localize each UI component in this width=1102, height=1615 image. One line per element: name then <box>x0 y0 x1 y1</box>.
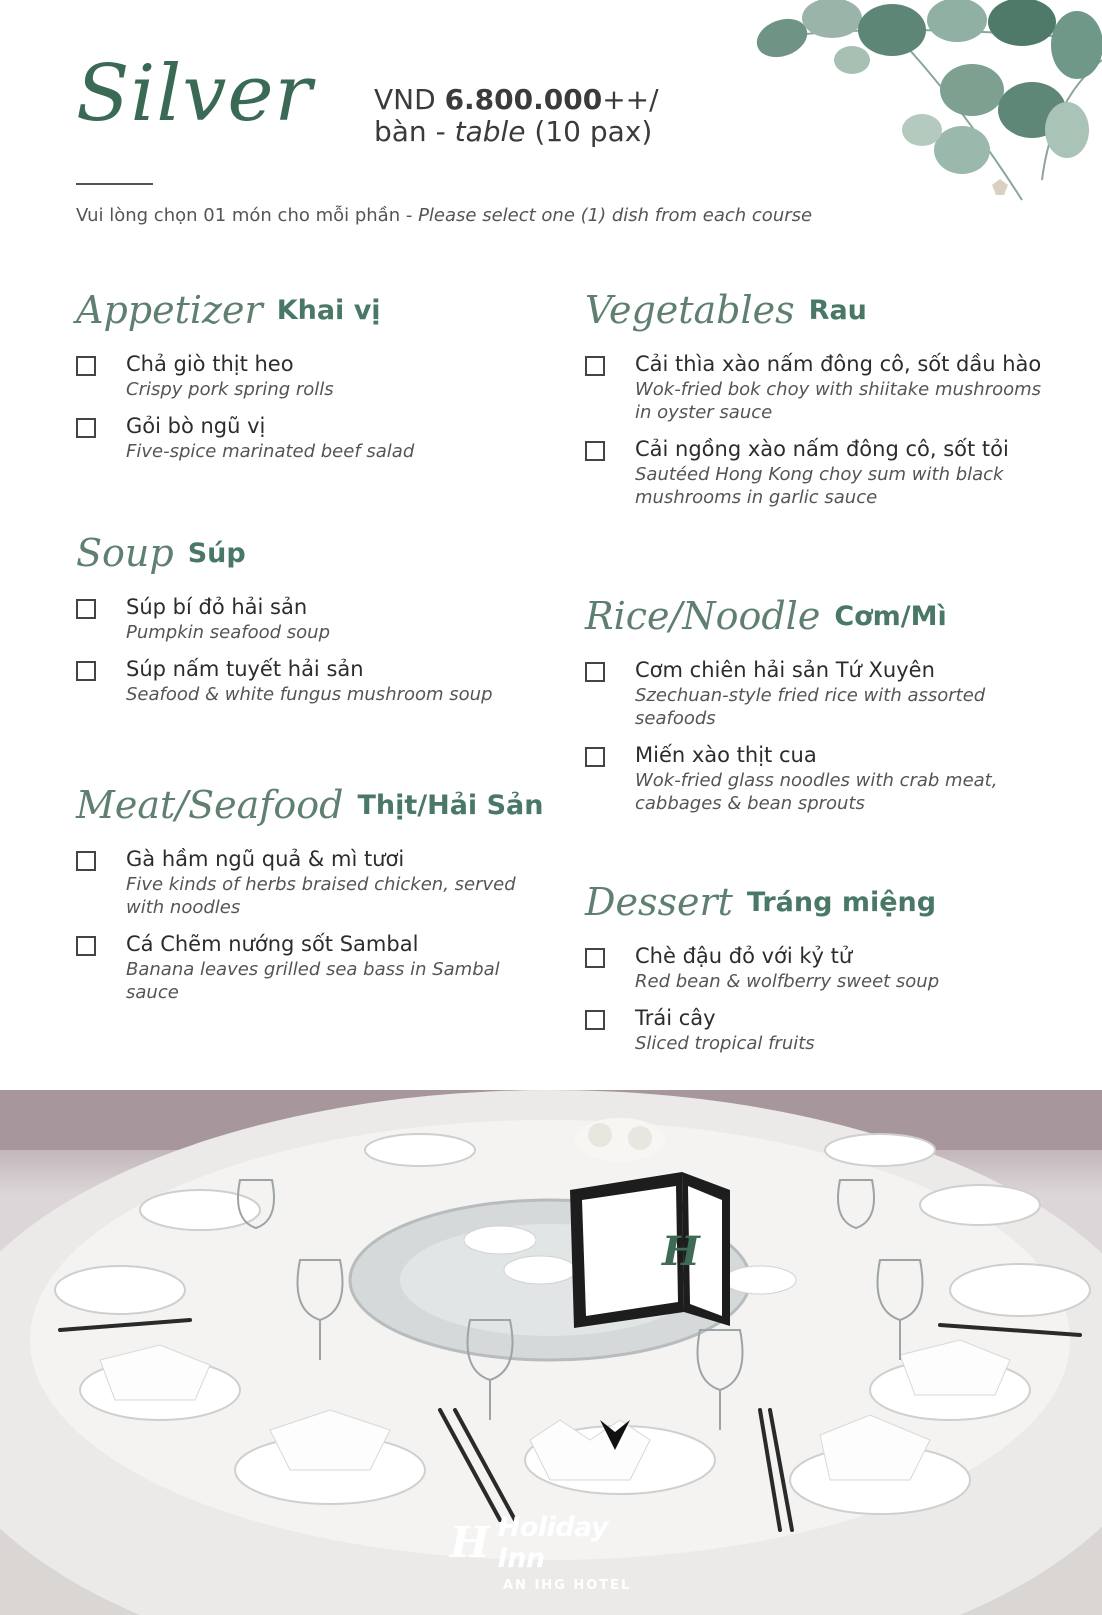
course-heading <box>585 873 1055 931</box>
dish-name-vn: Gỏi bò ngũ vị <box>126 414 266 438</box>
package-title: Silver <box>76 49 313 139</box>
dish-name-en: Crispy pork spring rolls <box>126 379 334 400</box>
dish-checkbox[interactable] <box>585 1010 605 1030</box>
course-script-title: Rice/Noodle <box>585 594 821 638</box>
holiday-inn-logo <box>450 1512 660 1593</box>
price-prefix: VND <box>374 83 445 116</box>
dish-checkbox[interactable] <box>76 851 96 871</box>
instruction-vn: Vui lòng chọn 01 món cho mỗi phần - <box>76 205 419 226</box>
dish-name-en: Wok-fried glass noodles with crab meat, cabbages & bean sprouts <box>635 770 998 814</box>
dish-item <box>76 351 546 401</box>
course-title: Rau <box>808 294 867 326</box>
dish-name-en: Banana leaves grilled sea bass in Sambal sauce <box>126 959 500 1003</box>
dish-name-vn: Chè đậu đỏ với kỷ tử <box>635 944 853 968</box>
course-appetizer <box>76 281 546 463</box>
course-heading <box>76 776 546 834</box>
course-rice-noodle <box>585 587 1055 815</box>
dish-checkbox[interactable] <box>76 356 96 376</box>
dish-checkbox[interactable] <box>585 747 605 767</box>
dish-name-vn: Miến xào thịt cua <box>635 743 817 767</box>
course-heading <box>585 281 1055 339</box>
dish-checkbox[interactable] <box>585 662 605 682</box>
title-divider <box>76 183 153 185</box>
dish-name-vn: Gà hầm ngũ quả & mì tươi <box>126 847 405 871</box>
dish-checkbox[interactable] <box>76 599 96 619</box>
dish-name-vn: Súp nấm tuyết hải sản <box>126 657 364 681</box>
dish-checkbox[interactable] <box>76 661 96 681</box>
dish-item <box>76 413 546 463</box>
course-dessert <box>585 873 1055 1055</box>
dish-name-vn: Cơm chiên hải sản Tứ Xuyên <box>635 658 935 682</box>
course-script-title: Vegetables <box>585 288 795 332</box>
dish-item <box>585 1005 1055 1055</box>
instruction-en: Please select one (1) dish from each course <box>418 205 813 226</box>
holiday-inn-h-mark: H <box>450 1518 490 1567</box>
ihg-tagline: AN IHG HOTEL <box>503 1578 632 1593</box>
course-script-title: Dessert <box>585 880 733 924</box>
course-script-title: Appetizer <box>76 288 263 332</box>
dish-name-en: Szechuan-style fried rice with assorted seafoods <box>635 685 986 729</box>
dish-checkbox[interactable] <box>585 441 605 461</box>
price-suffix: ++/ <box>602 83 659 116</box>
dish-name-en: Five kinds of herbs braised chicken, served with noodles <box>126 874 516 918</box>
dish-item <box>585 657 1055 730</box>
dish-name-en: Red bean & wolfberry sweet soup <box>635 971 940 992</box>
course-heading <box>76 281 546 339</box>
dish-name-en: Pumpkin seafood soup <box>126 622 330 643</box>
dish-checkbox[interactable] <box>76 936 96 956</box>
dish-name-vn: Cải ngồng xào nấm đông cô, sốt tỏi <box>635 437 1009 461</box>
dish-item <box>76 846 546 919</box>
holiday-inn-wordmark: Holiday Inn <box>497 1512 609 1574</box>
dish-item <box>76 594 546 644</box>
dish-name-vn: Chả giò thịt heo <box>126 352 294 376</box>
dish-name-en: Five-spice marinated beef salad <box>126 441 415 462</box>
dish-name-vn: Cá Chẽm nướng sốt Sambal <box>126 932 419 956</box>
dish-item <box>585 436 1055 509</box>
course-title: Tráng miệng <box>746 886 937 918</box>
package-price <box>374 84 659 148</box>
course-vegetables <box>585 281 1055 509</box>
price-amount: 6.800.000 <box>444 83 603 116</box>
course-title: Thịt/Hải Sản <box>357 789 544 821</box>
price-unit-en: table <box>454 115 526 148</box>
dish-checkbox[interactable] <box>76 418 96 438</box>
table-card-mark: H <box>662 1228 700 1275</box>
course-script-title: Meat/Seafood <box>76 783 344 827</box>
dish-name-en: Wok-fried bok choy with shiitake mushrooms in oyster sauce <box>635 379 1042 423</box>
price-unit-vn: bàn - <box>374 115 455 148</box>
dish-name-en: Sliced tropical fruits <box>635 1033 815 1054</box>
price-unit-pax: (10 pax) <box>525 115 653 148</box>
dish-checkbox[interactable] <box>585 356 605 376</box>
dish-item <box>585 351 1055 424</box>
dish-name-en: Seafood & white fungus mushroom soup <box>126 684 493 705</box>
course-title: Khai vị <box>276 294 381 326</box>
selection-instruction <box>76 205 812 226</box>
eucalyptus-leaves-decoration <box>722 0 1102 230</box>
course-heading <box>76 524 546 582</box>
dish-item <box>76 931 546 1004</box>
dish-checkbox[interactable] <box>585 948 605 968</box>
course-heading <box>585 587 1055 645</box>
dish-item <box>585 742 1055 815</box>
dish-item <box>76 656 546 706</box>
dish-name-vn: Súp bí đỏ hải sản <box>126 595 308 619</box>
course-title: Cơm/Mì <box>834 600 947 632</box>
dish-item <box>585 943 1055 993</box>
course-meat-seafood <box>76 776 546 1004</box>
dish-name-en: Sautéed Hong Kong choy sum with black mushrooms in garlic sauce <box>635 464 1004 508</box>
course-soup <box>76 524 546 706</box>
dish-name-vn: Trái cây <box>635 1006 716 1030</box>
course-script-title: Soup <box>76 531 174 575</box>
course-title: Súp <box>187 537 246 569</box>
dish-name-vn: Cải thìa xào nấm đông cô, sốt dầu hào <box>635 352 1042 376</box>
